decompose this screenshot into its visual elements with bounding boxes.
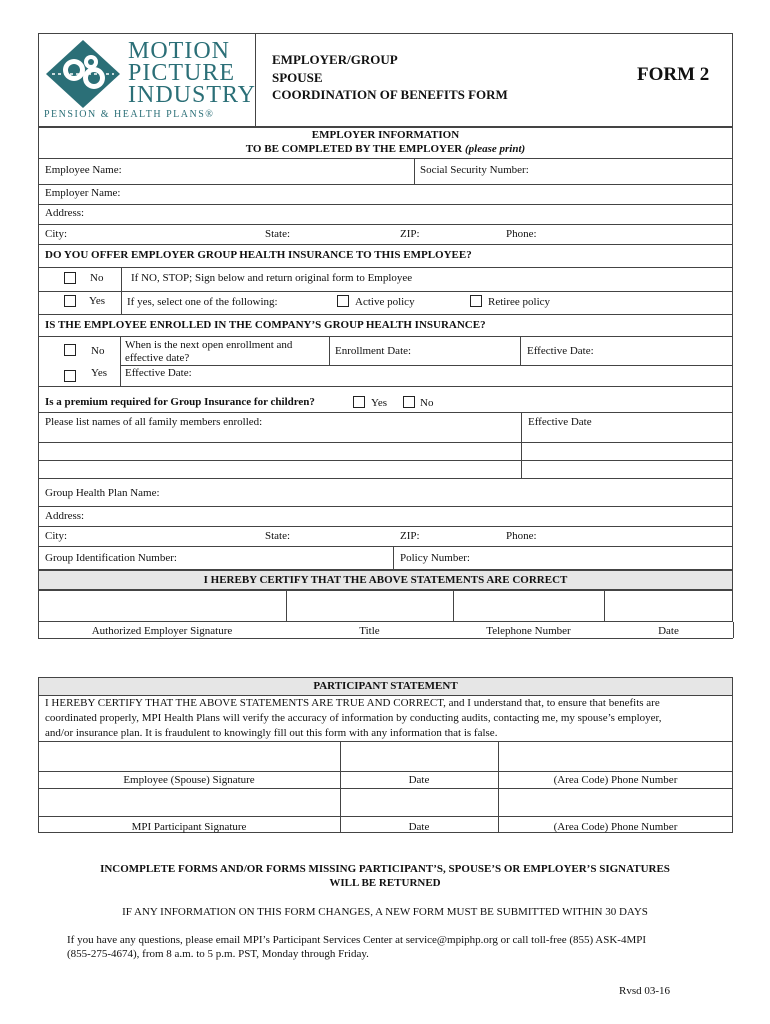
rule [604, 590, 605, 622]
rule [286, 590, 287, 622]
employer-zip-label: ZIP: [400, 228, 420, 240]
rule [520, 336, 521, 365]
rule [38, 460, 733, 461]
logo-word-motion: MOTION [128, 38, 230, 64]
rule [38, 244, 733, 245]
subheading-italic: (please print) [465, 143, 526, 155]
questions-line1: If you have any questions, please email MPI’s Participant Services Center at service@mpiphp.org or call toll-free (855) ASK-4MPI [67, 934, 647, 946]
group-address-label: Address: [45, 510, 85, 522]
active-policy-checkbox[interactable] [337, 295, 349, 307]
certify-date-label: Date [658, 625, 679, 637]
group-phone-label: Phone: [506, 530, 537, 542]
employer-city-label: City: [45, 228, 68, 240]
q1-no-label: No [90, 272, 104, 284]
logo-word-picture: PICTURE [128, 60, 236, 86]
header-divider [255, 33, 256, 127]
certify-telephone-label: Telephone Number [486, 625, 571, 637]
form-number: FORM 2 [637, 64, 710, 85]
q1-no-instruction: If NO, STOP; Sign below and return original form to Employee [131, 272, 413, 284]
q2-effective-date-label: Effective Date: [527, 345, 594, 357]
rule [38, 546, 733, 547]
q2-no-label: No [91, 345, 105, 357]
participant-heading: PARTICIPANT STATEMENT [313, 680, 458, 692]
q1-no-checkbox[interactable] [64, 272, 76, 284]
q3-no-label: No [420, 397, 434, 409]
rule [38, 526, 733, 527]
employer-phone-label: Phone: [506, 228, 537, 240]
certify-heading: I HEREBY CERTIFY THAT THE ABOVE STATEMENTS ARE CORRECT [203, 574, 568, 586]
rule [414, 158, 415, 184]
rule [38, 442, 733, 443]
active-policy-label: Active policy [355, 296, 415, 308]
participant-signature-label: MPI Participant Signature [131, 821, 247, 833]
authorized-signature-label: Authorized Employer Signature [91, 625, 233, 637]
rule [329, 336, 330, 365]
rule [453, 590, 454, 622]
rule [38, 224, 733, 225]
employer-info-subheading [38, 143, 733, 155]
rule [38, 412, 733, 413]
q3-yes-label: Yes [371, 397, 388, 409]
employer-info-heading: EMPLOYER INFORMATION [311, 129, 460, 141]
retiree-policy-checkbox[interactable] [470, 295, 482, 307]
enrollment-date-label: Enrollment Date: [335, 345, 412, 357]
logo-tagline: PENSION & HEALTH PLANS® [44, 109, 215, 120]
rule [38, 291, 733, 292]
rule [38, 336, 733, 337]
rule [38, 638, 733, 639]
q3-no-checkbox[interactable] [403, 396, 415, 408]
q2-question: IS THE EMPLOYEE ENROLLED IN THE COMPANY’S GROUP HEALTH INSURANCE? [45, 319, 486, 331]
rule [38, 478, 733, 479]
rule [38, 386, 733, 387]
rule [38, 184, 733, 185]
family-effective-date-label: Effective Date [528, 416, 592, 428]
participant-phone-label: (Area Code) Phone Number [553, 821, 678, 833]
q2-yes-checkbox[interactable] [64, 370, 76, 382]
rule [38, 204, 733, 205]
questions-line2: (855-275-4674), from 8 a.m. to 5 p.m. PST, Monday through Friday. [67, 948, 369, 960]
employer-address-label: Address: [45, 207, 85, 219]
rule [38, 695, 733, 696]
rule [120, 365, 733, 366]
q2-no-instruction-line1: When is the next open enrollment and [125, 339, 293, 351]
rule [38, 506, 733, 507]
rule [38, 158, 733, 159]
mpi-logo-mark-icon [44, 38, 122, 110]
rule [521, 412, 522, 478]
group-city-label: City: [45, 530, 68, 542]
rule [120, 336, 121, 386]
logo-word-industry: INDUSTRY [128, 82, 257, 108]
certify-signature-frame [38, 590, 733, 622]
q1-yes-checkbox[interactable] [64, 295, 76, 307]
q2-yes-effective-date-label: Effective Date: [125, 367, 192, 379]
q3-yes-checkbox[interactable] [353, 396, 365, 408]
revision-label: Rvsd 03-16 [619, 985, 671, 997]
policy-number-label: Policy Number: [400, 552, 470, 564]
spouse-phone-label: (Area Code) Phone Number [553, 774, 678, 786]
rule [340, 741, 341, 833]
form-title-line1: EMPLOYER/GROUP [272, 52, 398, 67]
incomplete-warning-line1: INCOMPLETE FORMS AND/OR FORMS MISSING PARTICIPANT’S, SPOUSE’S OR EMPLOYER’S SIGNATURES [100, 863, 670, 875]
spouse-date-label: Date [408, 774, 430, 786]
group-plan-name-label: Group Health Plan Name: [45, 487, 160, 499]
q2-yes-label: Yes [91, 367, 108, 379]
rule [733, 622, 734, 638]
mpi-logo [44, 38, 257, 122]
rule [38, 267, 733, 268]
rule [498, 741, 499, 833]
family-members-label: Please list names of all family members enrolled: [45, 416, 263, 428]
group-state-label: State: [265, 530, 291, 542]
employee-name-label: Employee Name: [45, 164, 122, 176]
incomplete-warning-line2: WILL BE RETURNED [329, 877, 441, 889]
ssn-label: Social Security Number: [420, 164, 529, 176]
retiree-policy-label: Retiree policy [488, 296, 551, 308]
subheading-text: TO BE COMPLETED BY THE EMPLOYER [245, 143, 466, 155]
form-title-line3: COORDINATION OF BENEFITS FORM [272, 87, 508, 102]
participant-statement-line2: coordinated properly, MPI Health Plans will verify the accuracy of information by conducting audits, contacting me, my spouse’s employer, [45, 712, 662, 724]
q1-yes-label: Yes [89, 295, 106, 307]
participant-date-label: Date [408, 821, 430, 833]
certify-title-label: Title [359, 625, 380, 637]
q2-no-checkbox[interactable] [64, 344, 76, 356]
q2-no-instruction-line2: effective date? [125, 352, 190, 364]
participant-statement-line1: I HEREBY CERTIFY THAT THE ABOVE STATEMENTS ARE TRUE AND CORRECT, and I understand that, to ensure that benefits are [45, 697, 660, 709]
rule [38, 788, 733, 789]
rule [393, 546, 394, 570]
rule [38, 816, 733, 817]
rule [38, 314, 733, 315]
changes-notice: IF ANY INFORMATION ON THIS FORM CHANGES, A NEW FORM MUST BE SUBMITTED WITHIN 30 DAYS [122, 906, 648, 918]
form-title-line2: SPOUSE [272, 70, 323, 85]
q3-question: Is a premium required for Group Insurance for children? [45, 396, 315, 408]
participant-statement-line3: and/or insurance plan. It is fraudulent to knowingly fill out this form with any information that is false. [45, 727, 498, 739]
group-zip-label: ZIP: [400, 530, 420, 542]
rule [38, 771, 733, 772]
employer-name-label: Employer Name: [45, 187, 121, 199]
group-id-label: Group Identification Number: [45, 552, 177, 564]
q1-question: DO YOU OFFER EMPLOYER GROUP HEALTH INSURANCE TO THIS EMPLOYEE? [45, 249, 472, 261]
q1-yes-instruction: If yes, select one of the following: [127, 296, 278, 308]
employer-state-label: State: [265, 228, 291, 240]
rule [38, 741, 733, 742]
spouse-signature-label: Employee (Spouse) Signature [123, 774, 255, 786]
